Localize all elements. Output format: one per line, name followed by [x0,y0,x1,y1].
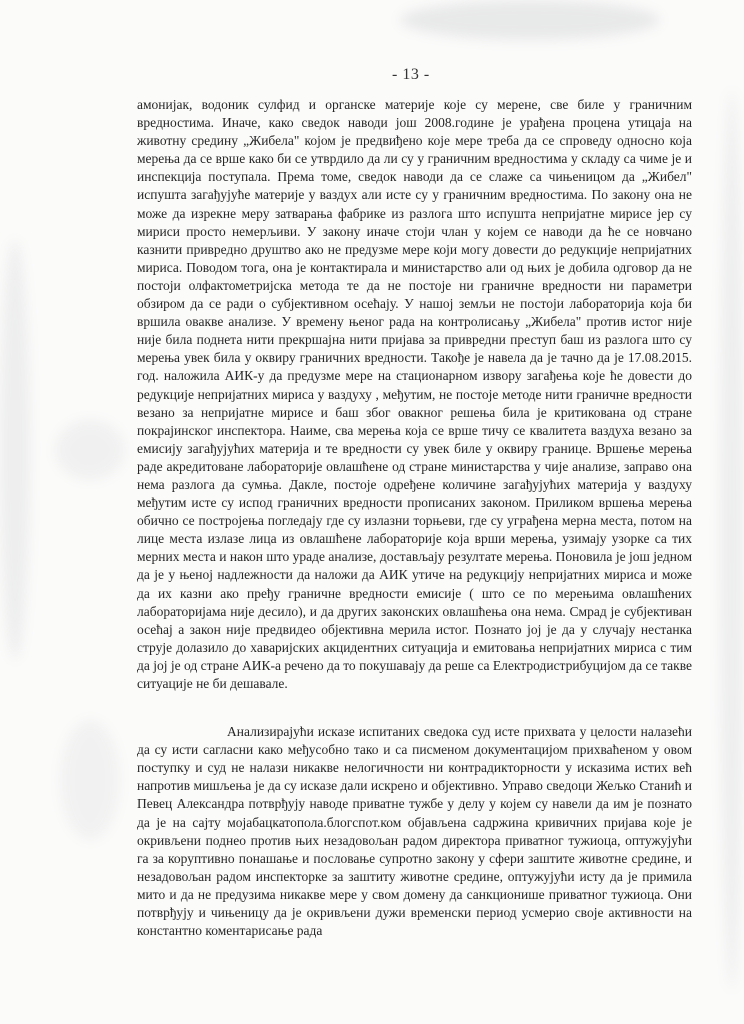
scan-smudge [55,420,125,480]
paragraph-witness-testimony: амонијак, водоник сулфид и органске материје које су мерене, све биле у граничним вредностима. Иначе, како сведок наводи још 2008.године је урађена процена утицаја на животну средину „Жибела" којом је предвиђено које мере треба да се спроведу односно која мерења да се врше како би се утврдило да ли су у граничним вредностима у складу са чиме је и инспекција поступала. Према томе, сведок наводи да се слаже са чињеницом да „Жибел" испушта загађујуће материје у ваздух али исте су у граничним вредностима. По закону она не може да изрекне меру затварања фабрике из разлога што испушта непријатне мирисе јер су мириси просто немерљиви. У закону иначе стоји члан у којем се наводи да ће се новчано казнити привредно друштво ако не предузме мере који могу довести до редукције непријатних мириса. Поводом тога, она је контактирала и министарство али од њих је добила одговор да не постоји олфактометријска метода те да не постоје ни граничне вредности ни параметри обзиром да се ради о субјективном осећају. У нашој земљи не постоји лабораторија која би вршила овакве анализе. У времену њеног рада на контролисању „Жибела" против истог није није била поднета нити прекршајна нити пријава за привредни преступ баш из разлога што су мерења увек била у оквиру граничних вредности. Такође је навела да је тачно да је 17.08.2015. год. наложила АИК-у да предузме мере на стационарном извору загађења које ће довести до редукције непријатних мириса у ваздуху , међутим, не постоје методе нити граничне вредности везано за непријатне мирисе и баш због овакног решења била је критикована од стране покрајинског инспектора. Наиме, сва мерења која се врше тичу се квалитета ваздуха везано за емисију загађујућих материја и те вредности су увек биле у оквиру границе. Вршење мерења раде акредитоване лабораторије овлашћене од стране министарства у чије анализе, заправо она нема разлога да сумња. Дакле, постоје одређене количине загађујућих материја у ваздуху међутим исте су испод граничних вредности прописаних законом. Приликом вршења мерења обично се постројења погледају где су излазни торњеви, где су уграђена мерна места, потом на лице места излазе лица из овлашћене лабораторије која врши мерења, узимају узорке са тих мерних места и након што ураде анализе, достављају резултате мерења. Поновила је још једном да је у њеној надлежности да наложи да АИК утиче на редукцију непријатних мириса и може да их казни ако пређу граничне вредности емисије ( што се по мерењима овлашћених лабораторијама није десило), и да других законских овлашћења она нема. Смрад је субјективан осећај а закон није предвидео објективна мерила истог. Познато јој је да у случају нестанка струје долазило до хаваријских акцидентних ситуација и емитовања непријатних мириса с тим да јој је од стране АИК-а речено да то покушавају да реше са Електродистрибуцијом да се такве ситуације не би дешавале. [137,97,692,691]
document-body [137,96,692,940]
scan-smudge [0,240,30,660]
scan-smudge [720,90,744,990]
scan-smudge [400,0,660,40]
scan-smudge [60,720,120,840]
page-number: - 13 - [392,66,430,83]
paragraph-court-analysis: Анализирајући исказе испитаних сведока суд исте прихвата у целости налазећи да су исти сагласни како међусобно тако и са писменом документацијом прихваћеном у овом поступку и суд не налази никакве нелогичности ни контрадикторности у исказима истих већ напротив мишљења је да су исказе дали искрено и објективно. Управо сведоци Жељко Станић и Певец Александра потврђују наводе приватне тужбе у делу у којем су навели да им је познато да је на сајту мојабацкатопола.блогспот.ком објављена садржина кривичних пријава које је окривљени поднео против њих незадовољан радом директора приватног тужиоца, оптужујући га за коруптивно понашање и пословање супротно закону у сфери заштите животне средине, и незадовољан радом инспекторке за заштиту животне средине, оптужујући исту да је примила мито и да не предузима никакве мере у свом домену да санкционише приватног тужиоца. Они потврђују и чињеницу да је окривљени дужи временски период усмерио своје активности на константно коментарисање рада [137,724,692,939]
